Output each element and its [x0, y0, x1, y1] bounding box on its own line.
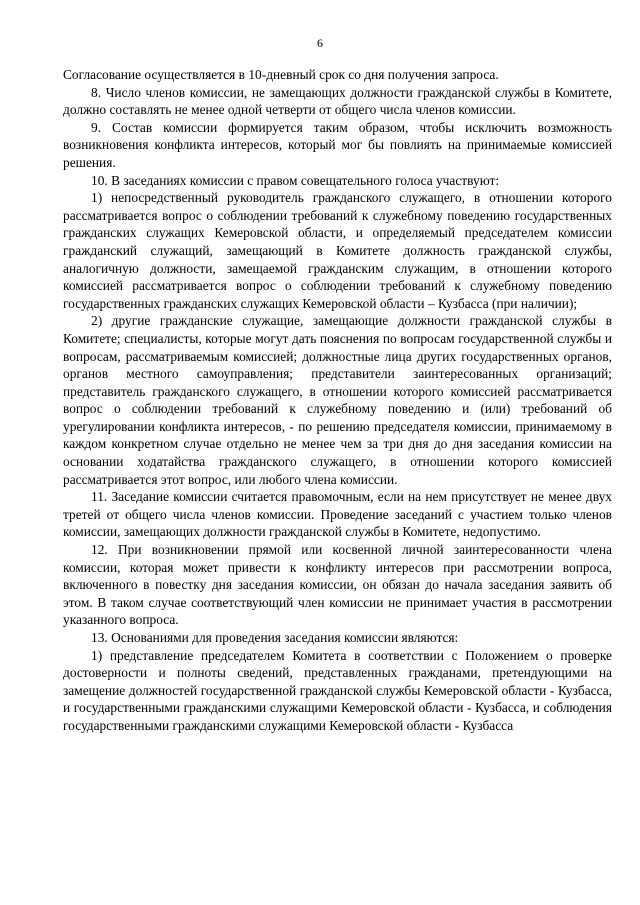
paragraph-item-10-subitem-2: 2) другие гражданские служащие, замещающие должности гражданской службы в Комитете; специалисты, которые могут дать пояснения по вопросам государственной службы и вопросам, рассматриваемым комиссией; должностные лица других государственных органов, органов местного самоуправления; представители заинтересованных организаций; представитель гражданского служащего, в отношении которого комиссией рассматривается вопрос о соблюдении требований к служебному поведению и (или) требований об урегулировании конфликта интересов, - по решению председателя комиссии, принимаемому в каждом конкретном случае отдельно не менее чем за три дня до дня заседания комиссии на основании ходатайства гражданского служащего, в отношении которого комиссией рассматривается этот вопрос, или любого члена комиссии. [63, 313, 612, 487]
paragraph-item-10-subitem-1: 1) непосредственный руководитель гражданского служащего, в отношении которого рассматривается вопрос о соблюдении требований к служебному поведению государственных гражданских служащих Кемеровской области, и определяемый председателем комиссии гражданский служащий, замещающий в Комитете должность гражданской службы, аналогичную должности, замещаемой гражданским служащим, в отношении которого комиссией рассматривается вопрос о соблюдении требований к служебному поведению государственных гражданских служащих Кемеровской области – Кузбасса (при наличии); [63, 190, 612, 311]
paragraph-item-9: 9. Состав комиссии формируется таким образом, чтобы исключить возможность возникновения конфликта интересов, который мог бы повлиять на принимаемые комиссией решения. [63, 119, 612, 170]
paragraph-item-11: 11. Заседание комиссии считается правомочным, если на нем присутствует не менее двух третей от общего числа членов комиссии. Проведение заседаний с участием только членов комиссии, замещающих должности гражданской службы в Комитете, недопустимо. [63, 489, 612, 540]
page-number: 6 [317, 36, 323, 50]
paragraph-item-13: 13. Основаниями для проведения заседания комиссии являются: [91, 630, 459, 645]
paragraph-item-12: 12. При возникновении прямой или косвенной личной заинтересованности члена комиссии, которая может привести к конфликту интересов при рассмотрении вопроса, включенного в повестку дня заседания комиссии, он обязан до начала заседания заявить об этом. В таком случае соответствующий член комиссии не принимает участия в рассмотрении указанного вопроса. [63, 542, 612, 628]
paragraph-item-13-subitem-1: 1) представление председателем Комитета в соответствии с Положением о проверке достоверности и полноты сведений, представленных гражданами, претендующими на замещение должностей государственной гражданской службы Кемеровской области - Кузбасса, и государственными гражданскими служащими Кемеровской области - Кузбасса, и соблюдения государственными гражданскими служащими Кемеровской области - Кузбасса [63, 647, 612, 733]
paragraph-item-10: 10. В заседаниях комиссии с правом совещательного голоса участвуют: [91, 172, 500, 188]
paragraph-item-8: 8. Число членов комиссии, не замещающих должности гражданской службы в Комитете, должно составлять не менее одной четверти от общего числа членов комиссии. [63, 84, 612, 118]
paragraph-approval-term: Согласование осуществляется в 10-дневный срок со дня получения запроса. [63, 67, 499, 82]
document-body [63, 66, 612, 735]
